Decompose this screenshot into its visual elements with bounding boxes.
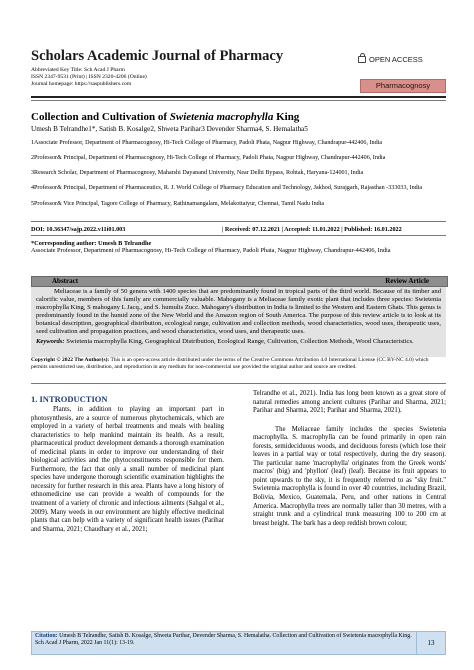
corresponding-affiliation: Associate Professor, Department of Pharmacognosy, Hi-Tech College of Pharmacy, Padoli Phata, Nagpur Highway, Chandrapur-442406, India — [31, 247, 391, 255]
affiliation-1: 1Associate Professor, Department of Pharmacognosy, Hi-Tech College of Pharmacy, Padoli Phata, Nagpur Highway, Chandrapur-442406, India — [31, 140, 383, 146]
keywords — [36, 338, 441, 346]
publication-dates: | Received: 07.12.2021 | Accepted: 11.01.2022 | Published: 16.01.2022 — [222, 226, 402, 233]
abstract-heading: Abstract — [52, 277, 79, 285]
journal-issn: ISSN 2347-9531 (Print) | ISSN 2320-4206 (Online) — [31, 74, 147, 80]
corresponding-name: Umesh B Telrandhe — [96, 240, 152, 247]
keywords-label: Keywords: — [36, 337, 65, 345]
abstract-section-bar — [31, 276, 448, 287]
header-divider — [31, 96, 446, 98]
author-list: Umesh B Telrandhe1*, Satish B. Kosalge2, Shweta Parihar3 Devender Sharma4, S. Hemalatha5 — [31, 125, 308, 133]
article-title-prefix: Collection and Cultivation of — [31, 111, 170, 123]
article-title-species: Swietenia macrophylla — [169, 111, 274, 123]
intro-paragraph-2: Telrandhe et al., 2021). India has long been known as a great store of natural remedies among ancient cultures (Parihar and Sharma, 2021; Parihar and Sharma, 2021; Parihar and Sharma, 2021). — [253, 390, 446, 415]
section-heading-introduction: 1. INTRODUCTION — [31, 394, 108, 404]
category-badge: Pharmacognosy — [360, 79, 446, 93]
journal-abbrev: Abbreviated Key Title: Sch Acad J Pharm — [31, 67, 125, 73]
journal-title: Scholars Academic Journal of Pharmacy — [31, 48, 284, 64]
doi-divider-top — [31, 221, 446, 222]
keywords-text: Swietenia macrophylla King, Geographical Distribution, Ecological Range, Cultivation, Collection Methods, Wood Characteristics. — [64, 337, 414, 345]
body-column-left — [31, 390, 224, 534]
abstract-text: Meliaceae is a family of 50 genera with 1400 species that are predominantly found in tropical parts of the third world. Because of its timber and calorific value, members of this family are commercially valuable. Mahogany is a Meliaceae family exotic plant that includes three species: Swietenia macrophylla King, S mahogany L Jacq., and S. humulis Zucc. Mahogany's distribution in India is limited to the Western and Eastern Ghats. This genus is predominantly found in the humid zone of the New World and the Amazon region of South America. The purpose of this review article is to look at its botanical description, geographical distribution, ecological range, cultivation and collection methods, wood characteristics, wood uses, therapeutic uses, seed cultivation and propagation practices, and wood characteristics, wood uses, and therapeutic uses. — [36, 288, 441, 336]
doi-divider-bottom — [31, 235, 446, 236]
open-lock-icon — [358, 56, 366, 63]
copyright-label: Copyright © 2022 The Author(s): — [31, 357, 110, 363]
body-column-right — [253, 390, 446, 528]
abstract-box — [31, 287, 446, 357]
affiliation-3: 3Research Scholar, Department of Pharmacognosy, Maharshi Dayanand University, Near Delhi Bypass, Rohtak, Haryana-124001, India — [31, 170, 364, 176]
open-access-label: OPEN ACCESS — [369, 55, 423, 64]
header-divider-thin — [31, 100, 446, 101]
citation-label: Citation: — [35, 633, 58, 639]
article-title-suffix: King — [273, 111, 300, 123]
citation-text: Umesh B Telrandhe, Satish B. Kosalge, Shweta Parihar, Devender Sharma, S. Hemalatha. Collection and Cultivation of Swietenia macrophylla King. Sch Acad J Pharm, 2022 Jan 11(1): 13-19. — [35, 633, 412, 647]
copyright-notice — [31, 357, 444, 370]
affiliation-4: 4Professor& Principal, Department of Pharmaceutics, R. J. World College of Pharmacy Education and Technology, Jakhod, Surajgarh, Rajasthan -333033, India — [31, 185, 423, 191]
body-divider — [31, 383, 446, 384]
open-access-logo — [358, 55, 423, 64]
corresponding-author — [31, 240, 444, 255]
affiliation-5: 5Professor& Vice Principal, Tagore College of Pharmacy, Rathinamangalam, Melakottaiyur, Chennai, Tamil Nadu India — [31, 201, 325, 207]
corresponding-label: *Corresponding author: — [31, 240, 97, 247]
article-title — [31, 111, 299, 123]
intro-paragraph-1: Plants, in addition to playing an important part in photosynthesis, are a source of numerous phytochemicals, which are employed in a variety of herbal treatments and meals with healing characteristics to help mankind maintain its health. As a result, pharmaceutical product development demands a thorough examination of medicinal plants in order to improve our understanding of their biological activities and the phytoconstituents responsible for them. Furthermore, the fact that only a small number of medicinal plant species have undergone thorough scientific examination highlights the necessity for further research in this area. Plants have a long history of ethnomedicine use can provide a wealth of compounds for the treatment of a variety of chronic and infectious ailments (Sahgal et al., 2009). Many weeds in our environment are highly effective medicinal plants that can help with a variety of significant health issues (Parihar and Sharma, 2021; Chaudhary et al., 2021; — [31, 406, 224, 533]
article-type-label: Review Article — [385, 277, 429, 285]
intro-paragraph-3: The Meliaceae family includes the species Swietenia macrophylla. S. macrophylla can be found primarily in open rain forests, semideciduous woods, and deciduous forests (which lose their leaves in a partial way or total respectively, during the dry season). The particular name 'macrophylla' originates from the Greek words' macros' (big) and 'phyllon' (leaf) (leaf). Because its fruit appears to point upwards to the sky, it is frequently referred to as "sky fruit." Swietenia macrophylla is found in over 40 countries, including Brazil, Bolivia, Mexico, Guatemala, Peru, and other nations in Central America. Macrophylla trees are normally taller than 30 metres, with a straight trunk and a cylindrical trunk measuring 100 to 200 cm at breast height. The bark has a deep reddish brown colour, — [253, 425, 446, 527]
doi-link[interactable]: DOI: 10.36347/sajp.2022.v11i01.003 — [31, 226, 126, 233]
citation-box — [31, 631, 420, 655]
journal-homepage[interactable]: Journal homepage: https://saspublishers.com — [31, 81, 132, 87]
page-number: 13 — [416, 631, 446, 655]
copyright-text: This is an open-access article distributed under the terms of the Creative Commons Attribution 4.0 International License (CC BY-NC 4.0) which permits unrestricted use, distribution, and reproduction in any medium for non-commercial use provided the original author and source are credited. — [31, 357, 429, 370]
affiliation-2: 2Professor& Principal, Department of Pharmacognosy, Hi-Tech College of Pharmacy, Padoli Phata, Nagpur Highway, Chandrapur-442406, India — [31, 155, 386, 161]
